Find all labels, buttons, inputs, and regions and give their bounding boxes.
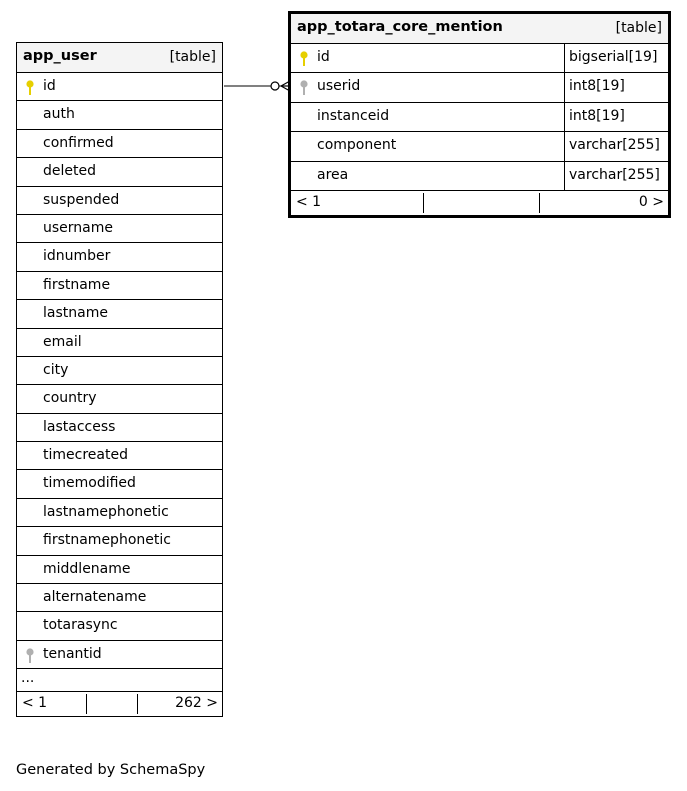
column-name: lastname — [43, 305, 108, 322]
table-row[interactable] — [17, 158, 222, 186]
table-header — [17, 43, 222, 73]
table-row[interactable] — [17, 357, 222, 385]
column-type: varchar[255] — [569, 166, 660, 183]
column-type: int8[19] — [569, 107, 625, 124]
generated-by-caption: Generated by SchemaSpy — [16, 762, 206, 778]
more-columns-row — [17, 669, 222, 692]
key-icon — [299, 51, 309, 67]
table-row[interactable] — [17, 215, 222, 243]
column-name: timemodified — [43, 475, 136, 492]
table-row[interactable] — [17, 272, 222, 300]
column-name: userid — [317, 78, 361, 95]
table-footer — [291, 191, 668, 215]
table-row[interactable] — [291, 103, 668, 132]
table-row[interactable] — [291, 44, 668, 73]
table-name: app_user — [23, 48, 97, 64]
table-row[interactable] — [17, 470, 222, 498]
app-totara-core-mention-table[interactable] — [288, 11, 671, 218]
column-name: email — [43, 333, 82, 350]
table-row[interactable] — [17, 612, 222, 640]
children-count[interactable]: 0 > — [638, 193, 664, 210]
column-list — [291, 44, 668, 191]
table-row[interactable] — [17, 187, 222, 215]
column-name: area — [317, 166, 349, 183]
table-row[interactable] — [17, 385, 222, 413]
column-name: suspended — [43, 191, 120, 208]
parents-count[interactable]: < 1 — [22, 695, 48, 712]
table-name: app_totara_core_mention — [297, 19, 503, 35]
table-kind: [table] — [615, 20, 662, 36]
column-name: idnumber — [43, 248, 111, 265]
key-icon — [299, 80, 309, 96]
column-name: firstname — [43, 276, 111, 293]
table-row[interactable] — [17, 556, 222, 584]
column-type: int8[19] — [569, 78, 625, 95]
table-row[interactable] — [17, 329, 222, 357]
column-type: varchar[255] — [569, 137, 660, 154]
table-row[interactable] — [17, 414, 222, 442]
table-row[interactable] — [17, 130, 222, 158]
column-name: firstnamephonetic — [43, 532, 171, 549]
column-name: timecreated — [43, 447, 128, 464]
table-footer — [17, 692, 222, 716]
more-columns: ... — [21, 670, 35, 687]
table-row[interactable] — [17, 73, 222, 101]
table-kind: [table] — [169, 49, 216, 65]
column-name: country — [43, 390, 97, 407]
table-row[interactable] — [17, 641, 222, 669]
table-row[interactable] — [17, 300, 222, 328]
column-name: lastaccess — [43, 418, 116, 435]
table-row[interactable] — [291, 73, 668, 102]
column-name: id — [43, 78, 56, 94]
table-row[interactable] — [291, 132, 668, 161]
column-name: instanceid — [317, 107, 390, 124]
column-type: bigserial[19] — [569, 49, 658, 65]
column-name: lastnamephonetic — [43, 503, 169, 520]
table-header — [291, 14, 668, 44]
column-name: tenantid — [43, 645, 102, 662]
column-name: username — [43, 219, 113, 236]
table-row[interactable] — [291, 162, 668, 191]
table-row[interactable] — [17, 101, 222, 129]
parents-count[interactable]: < 1 — [296, 193, 322, 210]
table-row[interactable] — [17, 527, 222, 555]
column-name: alternatename — [43, 589, 147, 606]
children-count[interactable]: 262 > — [175, 695, 218, 712]
table-row[interactable] — [17, 584, 222, 612]
column-name: totarasync — [43, 617, 118, 634]
table-row[interactable] — [17, 442, 222, 470]
column-name: component — [317, 137, 397, 154]
column-name: middlename — [43, 560, 131, 577]
key-icon — [25, 648, 35, 664]
table-row[interactable] — [17, 243, 222, 271]
app-user-table[interactable] — [16, 42, 223, 717]
column-name: auth — [43, 106, 75, 123]
key-icon — [25, 80, 35, 96]
table-row[interactable] — [17, 499, 222, 527]
column-name: city — [43, 361, 69, 378]
column-name: deleted — [43, 163, 96, 180]
column-list — [17, 73, 222, 669]
column-name: confirmed — [43, 134, 114, 151]
column-name: id — [317, 49, 330, 65]
